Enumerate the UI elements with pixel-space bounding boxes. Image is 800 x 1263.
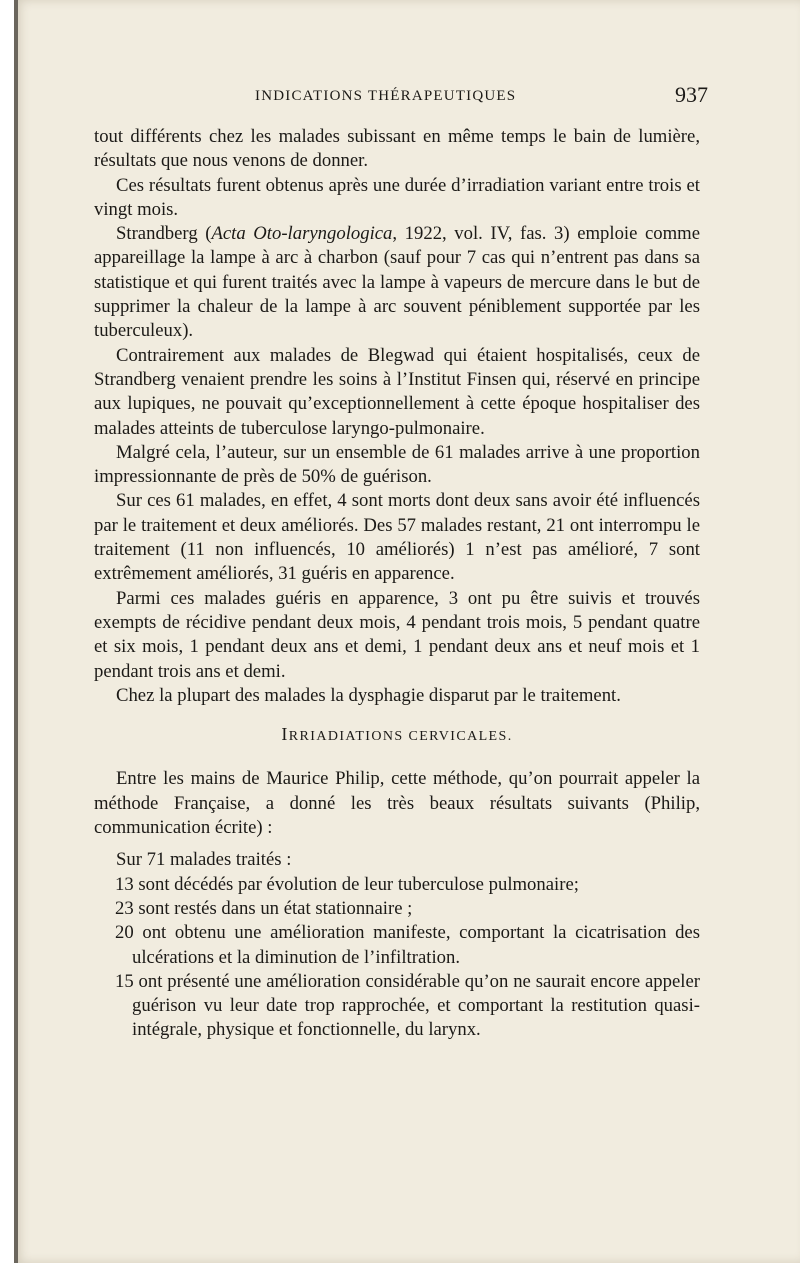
journal-title: Acta Oto-laryngologica: [211, 223, 393, 245]
body-text: [94, 125, 700, 1043]
results-list: [94, 873, 700, 1043]
list-item: 15 ont présenté une amélioration considérable qu’on ne saurait encore appeler guérison vu leur date trop rapprochée, et comportant la restitution quasi-intégrale, physique et fonctionnelle, du larynx.: [115, 970, 700, 1041]
list-item: 20 ont obtenu une amélioration manifeste, comportant la cicatrisation des ulcérations et la diminution de l’infiltration.: [115, 922, 700, 968]
section-heading: IRRIADIATIONS CERVICALES.: [281, 724, 513, 745]
paragraph: Contrairement aux malades de Blegwad qui étaient hospitalisés, ceux de Strandberg venaient prendre les soins à l’Institut Finsen qui, réservé en principe aux lupiques, ne pouvait qu’exceptionnellement à cette époque hospitaliser des malades atteints de tuberculose laryngo-pulmonaire.: [94, 344, 700, 439]
list-lead: Sur 71 malades traités :: [116, 849, 292, 871]
page-number: 937: [675, 82, 708, 107]
paragraph: Parmi ces malades guéris en apparence, 3 ont pu être suivis et trouvés exempts de récidive pendant deux mois, 4 pendant trois mois, 5 pendant quatre et six mois, 1 pendant deux ans et demi, 1 pendant deux ans et neuf mois et 1 pendant trois ans et demi.: [94, 587, 700, 682]
paragraph: Chez la plupart des malades la dysphagie disparut par le traitement.: [116, 684, 621, 706]
running-header: INDICATIONS THÉRAPEUTIQUES: [255, 88, 517, 104]
paragraph: Entre les mains de Maurice Philip, cette méthode, qu’on pourrait appeler la méthode Française, a donné les très beaux résultats suivants (Philip, communication écrite) :: [94, 768, 700, 839]
paragraph-text: , 1922, vol. IV, fas. 3) emploie comme appareillage la lampe à arc à charbon (sauf pour 7 cas qui n’entrent pas dans sa statistique et qui furent traités avec la lampe à vapeurs de mercure dans le but de supprimer la chaleur de la lampe à arc souvent péniblement supportée par les tuberculeux).: [94, 223, 700, 342]
list-item: 13 sont décédés par évolution de leur tuberculose pulmonaire;: [115, 873, 579, 895]
paragraph: Ces résultats furent obtenus après une durée d’irradiation variant entre trois et vingt mois.: [94, 174, 700, 220]
list-item: 23 sont restés dans un état stationnaire ;: [115, 897, 413, 919]
page-binding-shadow: [14, 0, 18, 1263]
paragraph-text: Strandberg (: [116, 223, 212, 245]
paragraph: Malgré cela, l’auteur, sur un ensemble de 61 malades arrive à une proportion impressionnante de près de 50% de guérison.: [94, 441, 700, 488]
paragraph: tout différents chez les malades subissant en même temps le bain de lumière, résultats que nous venons de donner.: [94, 126, 700, 172]
paragraph-strandberg: [94, 222, 700, 343]
paragraph: Sur ces 61 malades, en effet, 4 sont morts dont deux sans avoir été influencés par le traitement et deux améliorés. Des 57 malades restant, 21 ont interrompu le traitement (11 non influencés, 10 améliorés) 1 n’est pas amélioré, 7 sont extrêmement améliorés, 31 guéris en apparence.: [94, 490, 700, 585]
